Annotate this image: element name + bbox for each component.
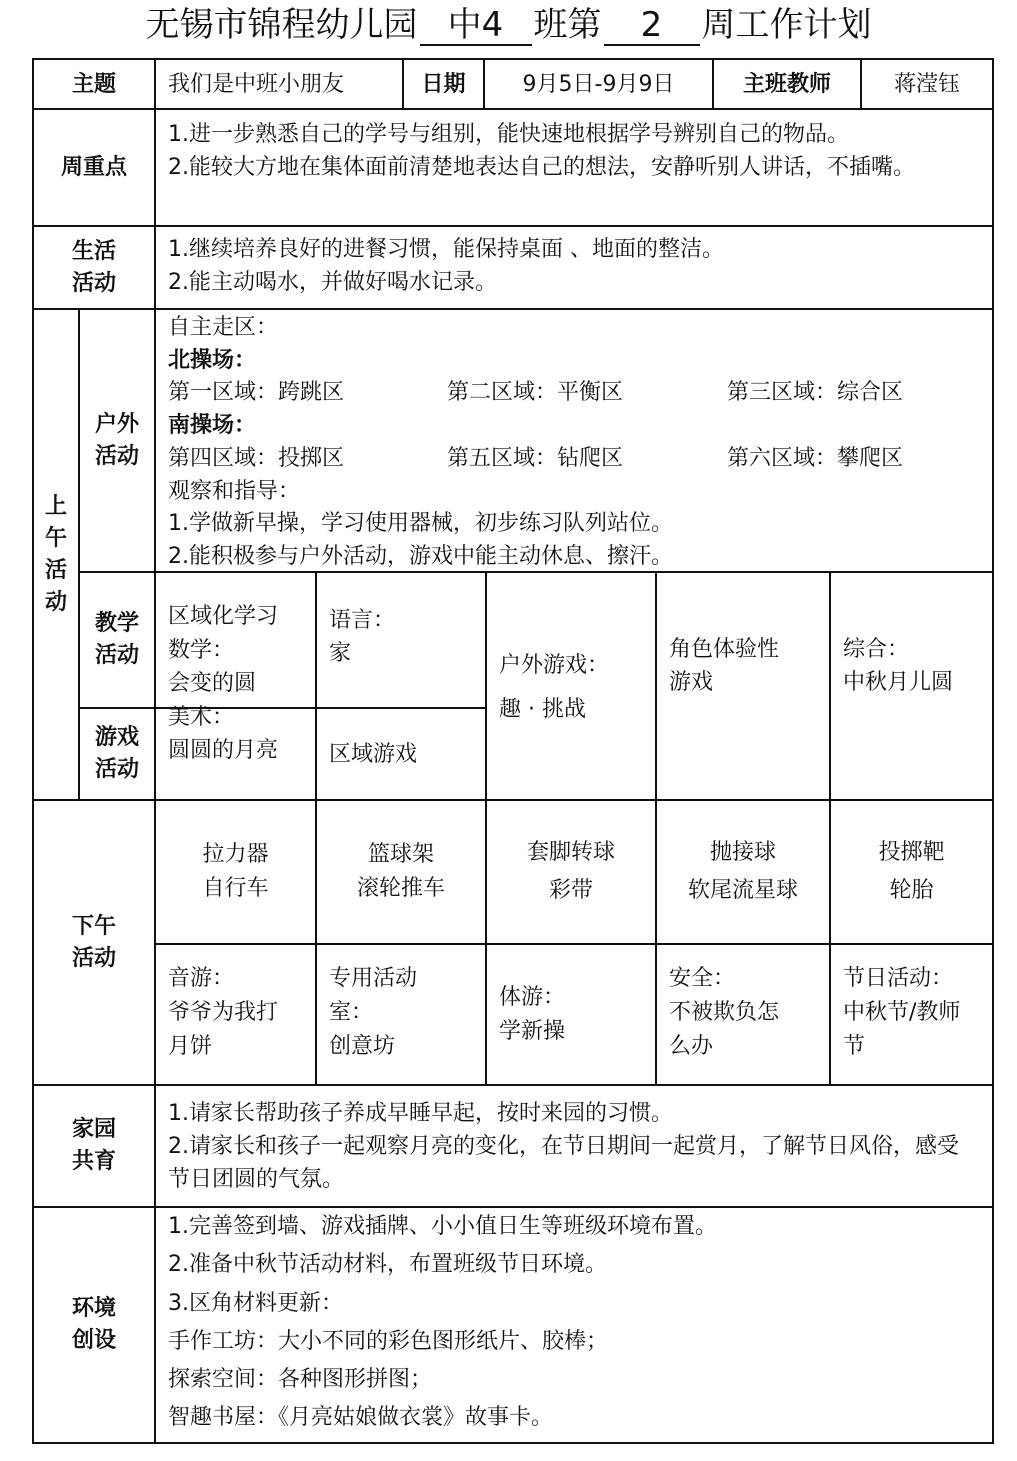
environment-label	[34, 1208, 154, 1442]
teacher-label: 主班教师	[742, 71, 831, 97]
rule	[34, 1084, 992, 1086]
label-part: 活动	[94, 643, 139, 668]
page-title	[0, 0, 1017, 50]
label-part: 活动	[94, 757, 139, 782]
label-part: 动	[44, 589, 67, 615]
title-mid: 班第	[533, 5, 602, 45]
zone-row-north	[168, 377, 986, 410]
outdoor-label	[80, 310, 154, 571]
environment-line: 智趣书屋：《月亮姑娘做衣裳》故事卡。	[168, 1405, 554, 1431]
environment-content	[156, 1208, 986, 1438]
afternoon-activity-cell	[831, 962, 992, 1064]
zone-item: 第六区域：攀爬区	[727, 445, 904, 471]
daily-life-label	[34, 227, 154, 308]
label-part: 共育	[71, 1149, 116, 1174]
environment-line: 2.准备中秋节活动材料，布置班级节日环境。	[168, 1252, 607, 1278]
activity-line: 安全：	[669, 966, 736, 991]
area-game-cell: 区域游戏	[329, 741, 418, 767]
area-learning-cell	[156, 600, 315, 768]
afternoon-activity-cell	[156, 962, 315, 1064]
area-learning-line: 会变的圆	[168, 671, 257, 696]
north-field-label: 北操场：	[168, 347, 257, 373]
role-play-line: 游戏	[669, 670, 714, 695]
environment-line: 3.区角材料更新：	[168, 1290, 343, 1316]
activity-line: 节日活动：	[843, 966, 954, 991]
daily-life-content	[156, 233, 986, 299]
plan-table	[32, 58, 994, 1444]
south-field-label: 南操场：	[168, 413, 257, 439]
daily-life-line: 2.能主动喝水，并做好喝水记录。	[168, 270, 497, 295]
theme-value: 我们是中班小朋友	[168, 71, 345, 97]
equipment-line: 篮球架	[367, 842, 434, 867]
guide-line: 2.能积极参与户外活动，游戏中能主动休息、擦汗。	[168, 543, 673, 569]
outdoor-content	[156, 312, 986, 574]
label-part: 午	[44, 525, 67, 551]
label-part: 活	[44, 557, 67, 583]
home-school-content	[156, 1097, 986, 1196]
comprehensive-line: 综合：	[843, 637, 910, 662]
zone-item: 第五区域：钻爬区	[447, 445, 624, 471]
area-learning-line: 数学：	[168, 637, 235, 663]
zone-item: 第一区域：跨跳区	[168, 380, 345, 406]
date-label: 日期	[421, 71, 466, 97]
free-zone-text: 自主走区：	[168, 315, 279, 340]
label-part: 教学	[94, 611, 139, 636]
rule	[34, 108, 992, 110]
label-part: 活动	[71, 270, 116, 296]
morning-label	[34, 310, 78, 799]
label-part: 家园	[71, 1117, 116, 1142]
activity-line: 室：	[329, 1000, 374, 1025]
activity-line: 学新操	[499, 1019, 566, 1044]
zone-item: 第三区域：综合区	[727, 380, 904, 406]
afternoon-label	[34, 801, 154, 1084]
area-learning-line: 圆圆的月亮	[168, 738, 279, 763]
title-suffix: 周工作计划	[701, 5, 872, 45]
equipment-cell	[657, 801, 829, 943]
label-part: 上	[44, 493, 67, 519]
equipment-line: 轮胎	[889, 878, 934, 903]
activity-line: 体游：	[499, 985, 566, 1010]
comprehensive-cell	[831, 633, 992, 699]
theme-label: 主题	[71, 71, 116, 97]
title-week-blank: 2	[604, 6, 700, 46]
rule	[34, 308, 992, 310]
environment-line: 探索空间：各种图形拼图；	[168, 1367, 433, 1393]
area-learning-line: 区域化学习	[168, 604, 279, 629]
weekly-focus-line: 2.能较大方地在集体面前清楚地表达自己的想法，安静听别人讲话，不插嘴。	[168, 155, 915, 180]
home-school-line: 2.请家长和孩子一起观察月亮的变化，在节日期间一起赏月，了解节日风俗，感受节日团圆的气氛。	[168, 1134, 959, 1192]
environment-line: 1.完善签到墙、游戏插牌、小小值日生等班级环境布置。	[168, 1214, 717, 1239]
rule	[154, 943, 992, 945]
guide-line: 1.学做新早操，学习使用器械，初步练习队列站位。	[168, 511, 673, 537]
label-part: 活动	[71, 945, 116, 971]
label-part: 生活	[71, 238, 116, 264]
comprehensive-line: 中秋月儿圆	[843, 670, 954, 695]
role-play-line: 角色体验性	[669, 637, 780, 662]
equipment-line: 软尾流星球	[687, 878, 798, 903]
home-school-line: 1.请家长帮助孩子养成早睡早起，按时来园的习惯。	[168, 1101, 673, 1126]
label-part: 下午	[71, 913, 116, 939]
equipment-line: 彩带	[548, 878, 593, 903]
equipment-line: 自行车	[202, 876, 269, 901]
equipment-cell	[487, 801, 655, 943]
activity-line: 月饼	[168, 1034, 213, 1059]
equipment-cell	[156, 801, 315, 943]
activity-line: 不被欺负怎	[669, 1000, 780, 1025]
activity-line: 创意坊	[329, 1034, 396, 1059]
equipment-line: 套脚转球	[526, 840, 615, 865]
label-part: 游戏	[94, 725, 139, 750]
activity-line: 么办	[669, 1034, 714, 1059]
zone-item: 第二区域：平衡区	[447, 380, 624, 406]
outdoor-game-cell	[487, 644, 655, 732]
activity-line: 专用活动	[329, 966, 418, 991]
game-label	[80, 709, 154, 799]
label-part: 户外	[94, 411, 139, 437]
rule	[34, 225, 992, 227]
equipment-cell	[831, 801, 992, 943]
label-part: 活动	[94, 443, 139, 469]
role-play-cell	[657, 633, 829, 699]
afternoon-activity-cell	[487, 981, 655, 1049]
activity-line: 音游：	[168, 966, 235, 991]
label-part: 环境	[71, 1296, 116, 1321]
afternoon-activity-cell	[657, 962, 829, 1064]
equipment-line: 抛接球	[709, 840, 776, 865]
teacher-value: 蒋滢钰	[893, 71, 960, 97]
weekly-focus-content	[156, 118, 986, 184]
language-line: 语言：	[329, 608, 396, 633]
language-cell	[317, 604, 485, 670]
title-class-blank: 中4	[420, 6, 532, 46]
activity-line: 爷爷为我打	[168, 1000, 279, 1025]
weekly-focus-label: 周重点	[60, 155, 127, 180]
equipment-line: 拉力器	[202, 842, 269, 867]
activity-line: 中秋节/教师	[843, 1000, 961, 1025]
area-learning-line: 美术：	[168, 704, 235, 730]
afternoon-activity-cell	[317, 962, 485, 1064]
equipment-line: 滚轮推车	[356, 876, 445, 901]
daily-life-line: 1.继续培养良好的进餐习惯，能保持桌面 、地面的整洁。	[168, 237, 724, 262]
teaching-label	[80, 573, 154, 707]
activity-line: 节	[843, 1034, 866, 1059]
zone-item: 第四区域：投掷区	[168, 445, 345, 471]
weekly-focus-line: 1.进一步熟悉自己的学号与组别，能快速地根据学号辨别自己的物品。	[168, 122, 849, 147]
guide-title: 观察和指导：	[168, 478, 301, 504]
home-school-label	[34, 1086, 154, 1206]
environment-line: 手作工坊：大小不同的彩色图形纸片、胶棒；	[168, 1328, 609, 1354]
equipment-cell	[317, 801, 485, 943]
outdoor-game-line: 趣 · 挑战	[499, 697, 586, 722]
label-part: 创设	[71, 1328, 116, 1353]
date-value: 9月5日-9月9日	[522, 71, 675, 97]
zone-row-south	[168, 443, 986, 476]
equipment-line: 投掷靶	[878, 840, 945, 865]
language-line: 家	[329, 641, 352, 666]
title-prefix: 无锡市锦程幼儿园	[145, 5, 418, 45]
outdoor-game-line: 户外游戏：	[499, 653, 610, 678]
